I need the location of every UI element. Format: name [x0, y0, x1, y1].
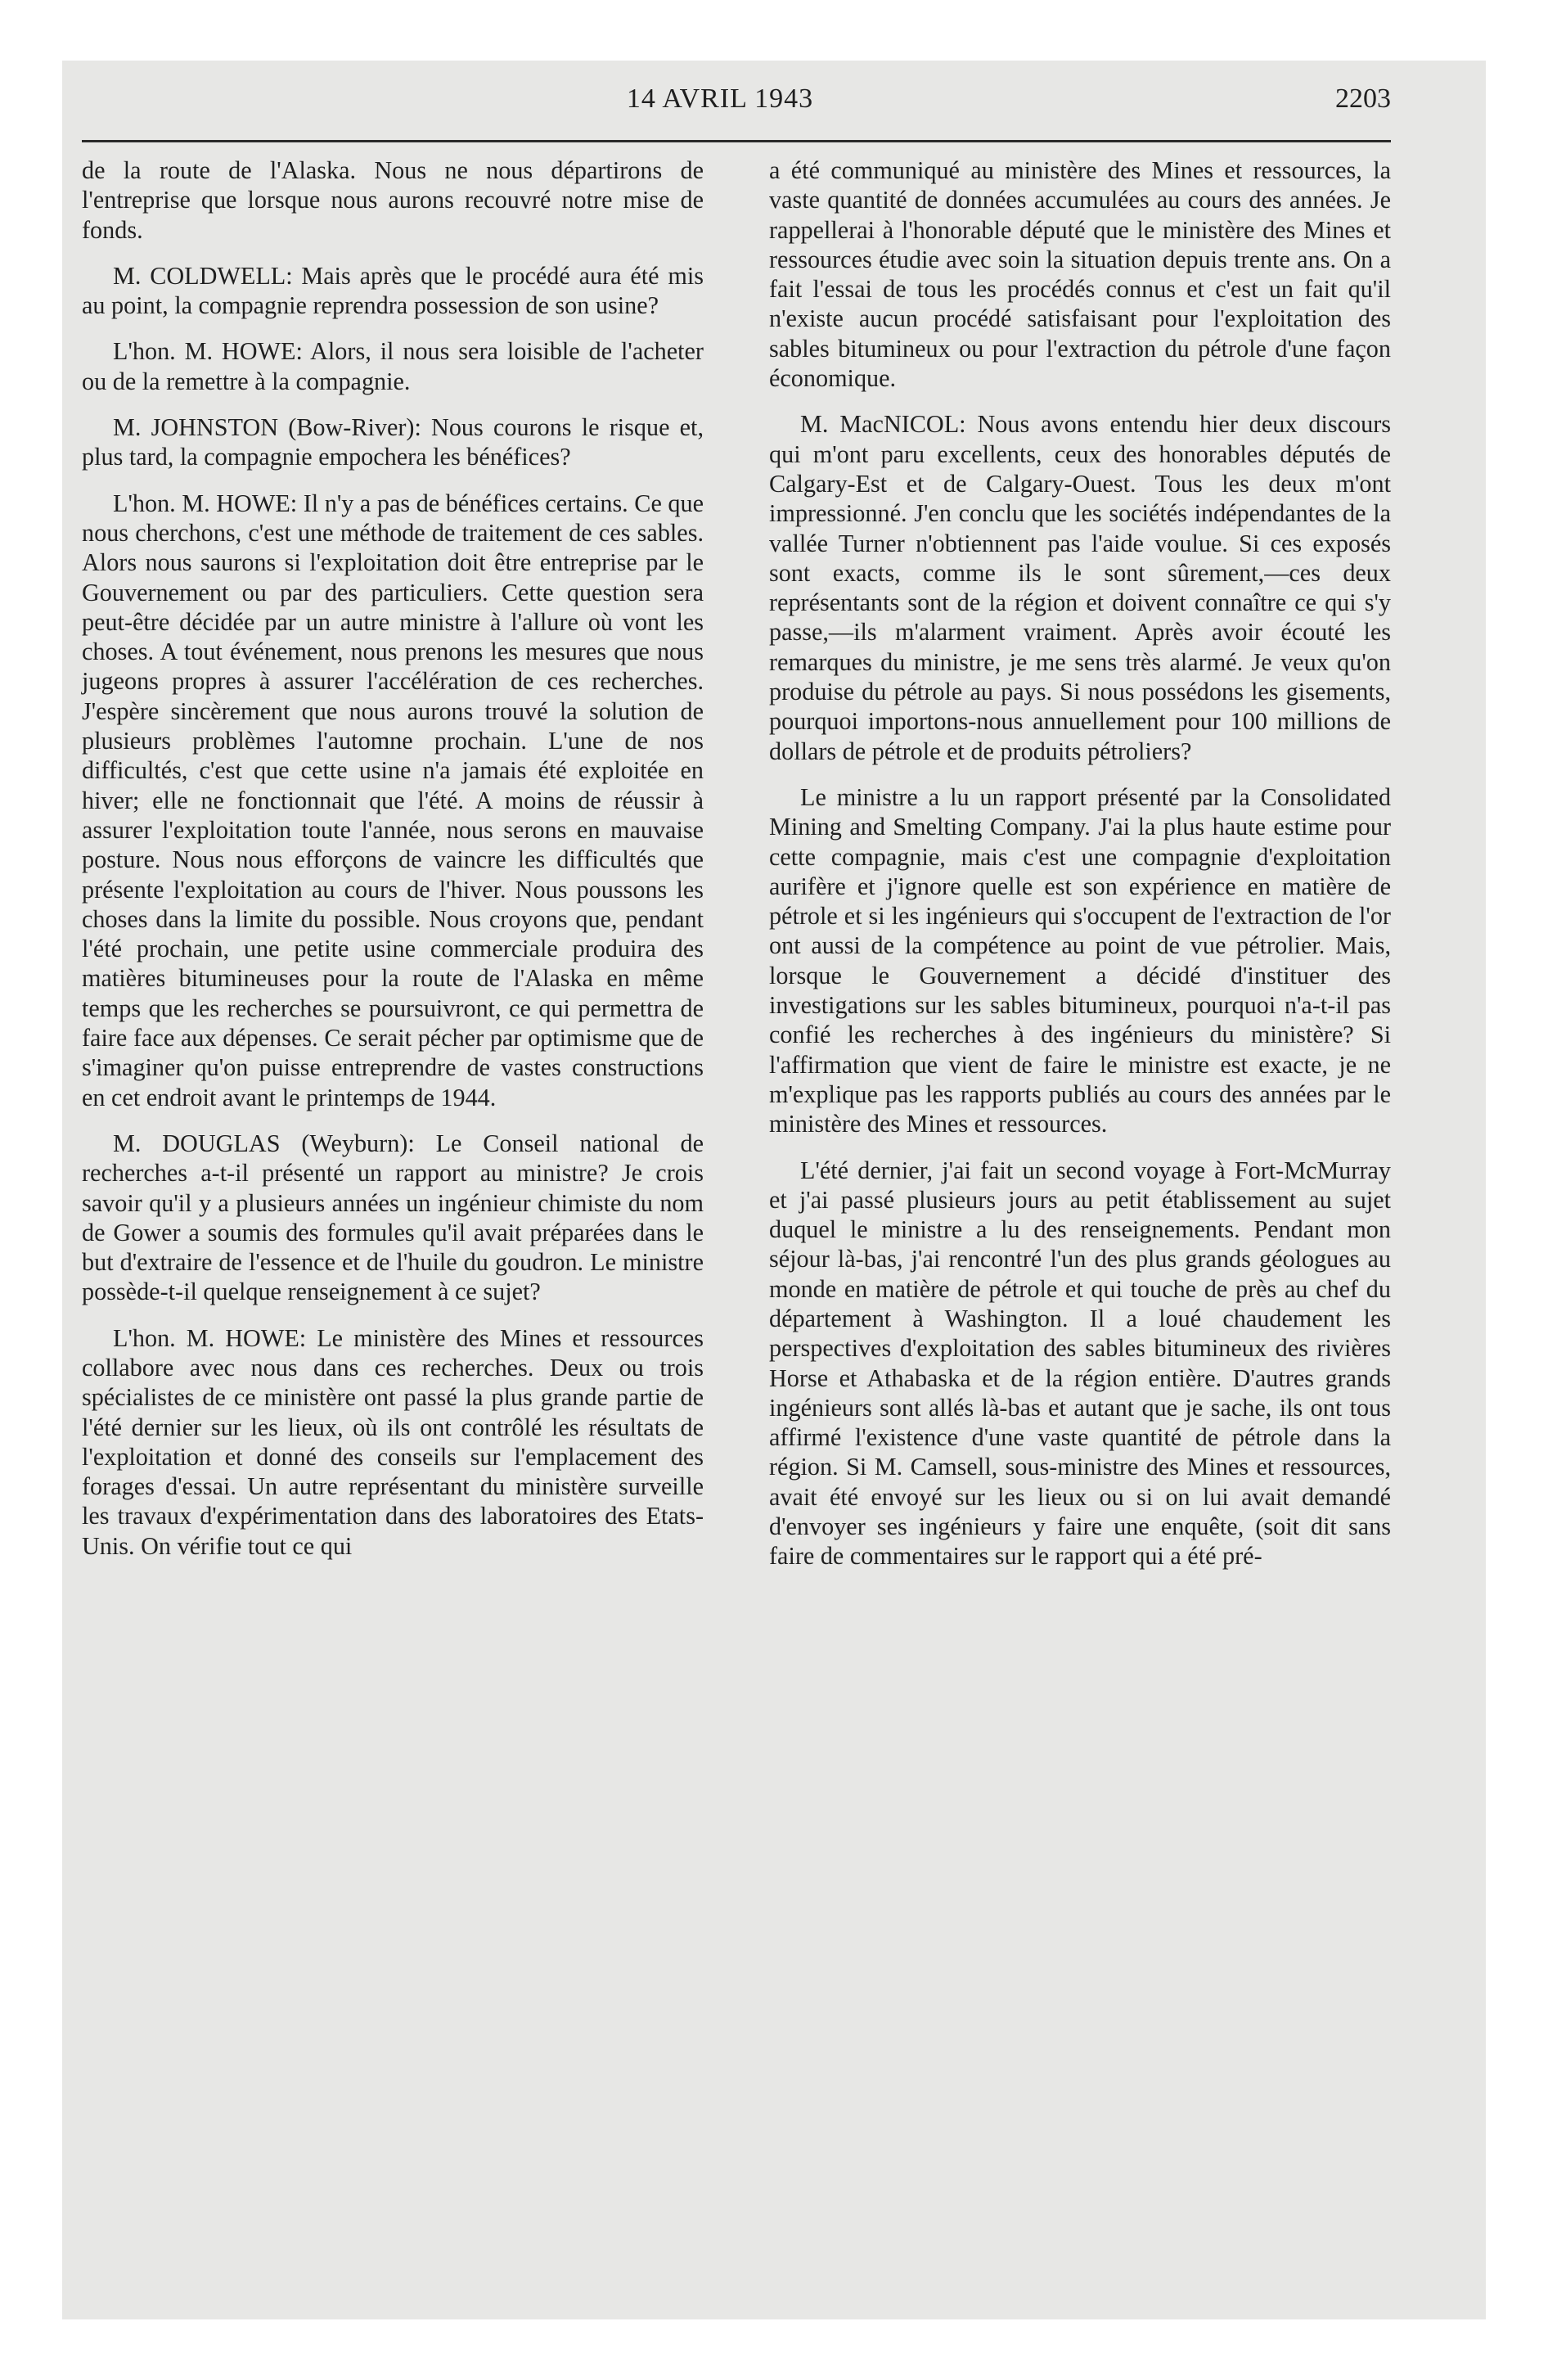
page-header: [82, 83, 1391, 133]
paragraph: L'hon. M. HOWE: Le ministère des Mines et ressources collabore avec nous dans ces recherches. Deux ou trois spécialistes de ce ministère ont passé la plus grande partie de l'été dernier sur les lieux, où ils ont contrôlé les résultats de l'exploitation et donné des conseils sur l'emplacement des forages d'essai. Un autre représentant du ministère surveille les travaux d'expérimentation dans des laboratoires des Etats-Unis. On vérifie tout ce qui: [82, 1323, 704, 1560]
page-number: 2203: [1335, 83, 1391, 114]
paragraph: M. JOHNSTON (Bow-River): Nous courons le risque et, plus tard, la compagnie empochera les bénéfices?: [82, 413, 704, 471]
header-rule: [82, 140, 1391, 142]
right-column: [769, 156, 1391, 1588]
paragraph: de la route de l'Alaska. Nous ne nous départirons de l'entreprise que lorsque nous aurons recouvré notre mise de fonds.: [82, 156, 704, 244]
paragraph: M. COLDWELL: Mais après que le procédé aura été mis au point, la compagnie reprendra possession de son usine?: [82, 261, 704, 320]
paragraph: M. DOUGLAS (Weyburn): Le Conseil national de recherches a-t-il présenté un rapport au ministre? Je crois savoir qu'il y a plusieurs années un ingénieur chimiste du nom de Gower a soumis des formules qu'il avait préparées dans le but d'extraire de l'essence et de l'huile du goudron. Le ministre possède-t-il quelque renseignement à ce sujet?: [82, 1129, 704, 1306]
paragraph: L'hon. M. HOWE: Alors, il nous sera loisible de l'acheter ou de la remettre à la compagnie.: [82, 337, 704, 395]
paragraph: Le ministre a lu un rapport présenté par la Consolidated Mining and Smelting Company. J'ai la plus haute estime pour cette compagnie, mais c'est une compagnie d'exploitation aurifère et j'ignore quelle est son expérience en matière de pétrole et si les ingénieurs qui s'occupent de l'extraction de l'or ont aussi de la compétence au point de vue pétrolier. Mais, lorsque le Gouvernement a décidé d'instituer des investigations sur les sables bitumineux, pourquoi n'a-t-il pas confié les recherches à des ingénieurs du ministère? Si l'affirmation que vient de faire le ministre est exacte, je ne m'explique pas les rapports publiés au cours des années par le ministère des Mines et ressources.: [769, 782, 1391, 1138]
paragraph: M. MacNICOL: Nous avons entendu hier deux discours qui m'ont paru excellents, ceux des honorables députés de Calgary-Est et de Calgary-Ouest. Tous les deux m'ont impressionné. J'en conclu que les sociétés indépendantes de la vallée Turner n'obtiennent pas l'aide voulue. Si ces exposés sont exacts, comme ils le sont sûrement,—ces deux représentants sont de la région et doivent connaître ce qui s'y passe,—ils m'alarment vraiment. Après avoir écouté les remarques du ministre, je me sens très alarmé. Je veux qu'on produise du pétrole au pays. Si nous possédons les gisements, pourquoi importons-nous annuellement pour 100 millions de dollars de pétrole et de produits pétroliers?: [769, 410, 1391, 765]
paragraph: a été communiqué au ministère des Mines et ressources, la vaste quantité de données accumulées au cours des années. Je rappellerai à l'honorable député que le ministère des Mines et ressources étudie avec soin la situation depuis trente ans. On a fait l'essai de tous les procédés connus et c'est un fait qu'il n'existe aucun procédé satisfaisant pour l'exploitation des sables bitumineux ou pour l'extraction du pétrole d'une façon économique.: [769, 156, 1391, 393]
paragraph: L'hon. M. HOWE: Il n'y a pas de bénéfices certains. Ce que nous cherchons, c'est une méthode de traitement de ces sables. Alors nous saurons si l'exploitation doit être entreprise par le Gouvernement ou par des particuliers. Cette question sera peut-être décidée par un autre ministre à l'allure où vont les choses. A tout événement, nous prenons les mesures que nous jugeons propres à assurer l'accélération de ces recherches. J'espère sincèrement que nous aurons trouvé la solution de plusieurs problèmes l'automne prochain. L'une de nos difficultés, c'est que cette usine n'a jamais été exploitée en hiver; elle ne fonctionnait que l'été. A moins de réussir à assurer l'exploitation toute l'année, nous serons en mauvaise posture. Nous nous efforçons de vaincre les difficultés que présente l'exploitation au cours de l'hiver. Nous poussons les choses dans la limite du possible. Nous croyons que, pendant l'été prochain, une petite usine commerciale produira des matières bitumineuses pour la route de l'Alaska en même temps que les recherches se poursuivront, ce qui permettra de faire face aux dépenses. Ce serait pécher par optimisme que de s'imaginer qu'on puisse entreprendre de vastes constructions en cet endroit avant le printemps de 1944.: [82, 489, 704, 1111]
header-date: 14 AVRIL 1943: [626, 83, 814, 114]
left-column: [82, 156, 704, 1577]
paragraph: L'été dernier, j'ai fait un second voyage à Fort-McMurray et j'ai passé plusieurs jours au petit établissement au sujet duquel le ministre a lu des renseignements. Pendant mon séjour là-bas, j'ai rencontré l'un des plus grands géologues au monde en matière de pétrole et qui touche de près au chef du département à Washington. Il a loué chaudement les perspectives d'exploitation des sables bitumineux des rivières Horse et Athabaska et de la région entière. D'autres grands ingénieurs sont allés là-bas et autant que je sache, ils ont tous affirmé l'existence d'une vaste quantité de pétrole dans la région. Si M. Camsell, sous-ministre des Mines et ressources, avait été envoyé sur les lieux ou si on lui avait demandé d'envoyer ses ingénieurs y faire une enquête, (soit dit sans faire de commentaires sur le rapport qui a été pré-: [769, 1156, 1391, 1571]
